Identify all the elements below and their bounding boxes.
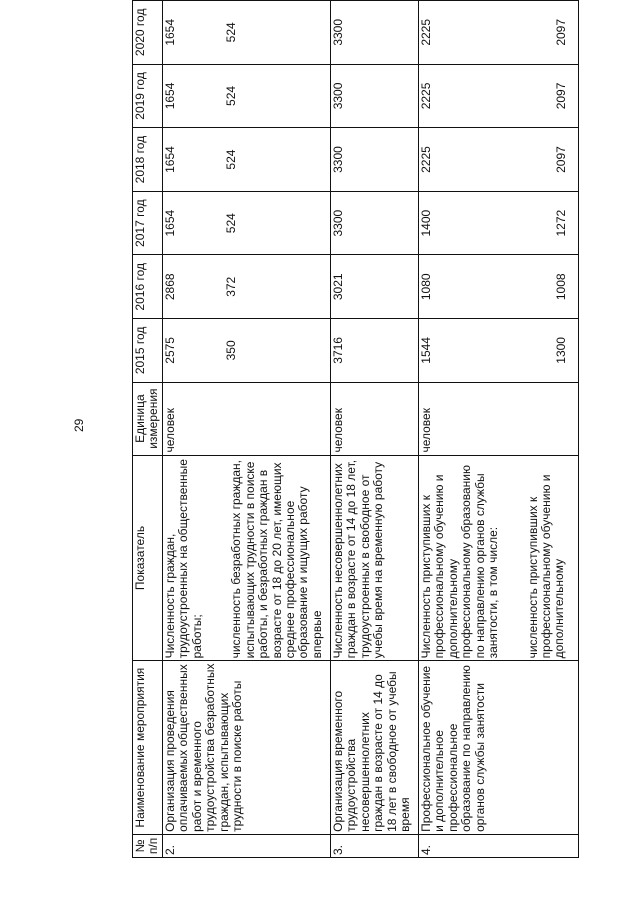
header-2018: 2018 год (133, 128, 163, 192)
value-2016 (162, 255, 330, 319)
value-sub: 524 (224, 85, 239, 106)
value-2020 (162, 1, 330, 65)
value-main: 1654 (162, 18, 177, 46)
value-2020: 3300 (330, 1, 418, 65)
indicator-cell (162, 455, 330, 661)
indicator-subtext: численность безработных граждан, испытывающих трудности в поиске работы, и безработных граждан в возрасте от 18 до 20 лет, имеющих среднее профессиональное образование и ищущих работу впервые (229, 460, 324, 659)
value-sub: 524 (224, 149, 239, 170)
row-number: 3. (330, 834, 418, 857)
value-main: 1654 (162, 209, 177, 237)
header-indicator: Показатель (133, 455, 163, 661)
indicator-text: Численность приступивших к профессиональному обучению и дополнительному профессиональному образованию по направлению органов службы занятости, в том числе: (418, 465, 501, 659)
value-2015 (418, 319, 578, 383)
value-sub: 524 (224, 22, 239, 43)
header-num: № п/п (133, 834, 163, 857)
value-2016 (418, 255, 578, 319)
value-2017 (418, 191, 578, 255)
activity-name: Профессиональное обучение и дополнительное профессиональное образование по направлению органов службы занятости (418, 661, 578, 834)
table-header-row (133, 1, 163, 858)
table-row (330, 1, 418, 858)
header-2020: 2020 год (133, 1, 163, 65)
value-sub: 1272 (554, 209, 569, 237)
value-2019 (418, 64, 578, 128)
page-number: 29 (72, 418, 86, 432)
activity-name: Организация временного трудоустройства несовершеннолетних граждан в возрасте от 14 до 18 лет в свободное от учебы время (330, 661, 418, 834)
value-sub: 350 (224, 340, 239, 361)
indicator-cell (418, 455, 578, 661)
indicator-text: Численность граждан, трудоустроенных на общественные работы; (162, 459, 204, 659)
value-main: 2225 (418, 146, 433, 173)
indicator-text: Численность несовершеннолетних граждан в возрасте от 14 до 18 лет, трудоустроенных в свободное от учебы время на временную работу (330, 459, 386, 659)
value-2018 (162, 128, 330, 192)
header-name: Наименование мероприятия (133, 661, 163, 834)
table-row (418, 1, 578, 858)
value-2018: 3300 (330, 128, 418, 192)
value-sub: 1008 (554, 273, 569, 301)
value-sub: 2097 (554, 146, 569, 173)
unit-cell: человек (162, 382, 330, 455)
header-unit: Единица измерения (133, 382, 163, 455)
row-number: 4. (418, 834, 578, 857)
value-2017: 3300 (330, 191, 418, 255)
unit-cell: человек (418, 382, 578, 455)
value-main: 1654 (162, 146, 177, 173)
unit-cell: человек (330, 382, 418, 455)
table-row (162, 1, 330, 858)
value-2016: 3021 (330, 255, 418, 319)
value-2015 (162, 319, 330, 383)
value-2017 (162, 191, 330, 255)
value-main: 2225 (418, 18, 433, 46)
value-main: 1400 (418, 209, 433, 237)
value-main: 2868 (162, 273, 177, 301)
value-main: 2225 (418, 82, 433, 110)
value-sub: 2097 (554, 82, 569, 110)
activity-name: Организация проведения оплачиваемых общественных работ и временного трудоустройства безработных граждан, испытывающих трудности в поиске работы (162, 661, 330, 834)
header-2019: 2019 год (133, 64, 163, 128)
value-main: 1080 (418, 273, 433, 301)
header-2016: 2016 год (133, 255, 163, 319)
header-2015: 2015 год (133, 319, 163, 383)
value-sub: 2097 (554, 18, 569, 46)
row-number: 2. (162, 834, 330, 857)
value-main: 1544 (418, 337, 433, 364)
indicator-subtext: численность приступивших к профессиональному обучению и дополнительному (525, 474, 567, 659)
value-sub: 1300 (554, 337, 569, 364)
value-2018 (418, 128, 578, 192)
value-main: 2575 (162, 337, 177, 364)
indicators-table (132, 0, 579, 858)
indicator-cell (330, 455, 418, 661)
value-2020 (418, 1, 578, 65)
value-2015: 3716 (330, 319, 418, 383)
value-2019: 3300 (330, 64, 418, 128)
value-sub: 524 (224, 213, 239, 234)
value-sub: 372 (224, 276, 239, 297)
value-main: 1654 (162, 82, 177, 110)
header-2017: 2017 год (133, 191, 163, 255)
value-2019 (162, 64, 330, 128)
